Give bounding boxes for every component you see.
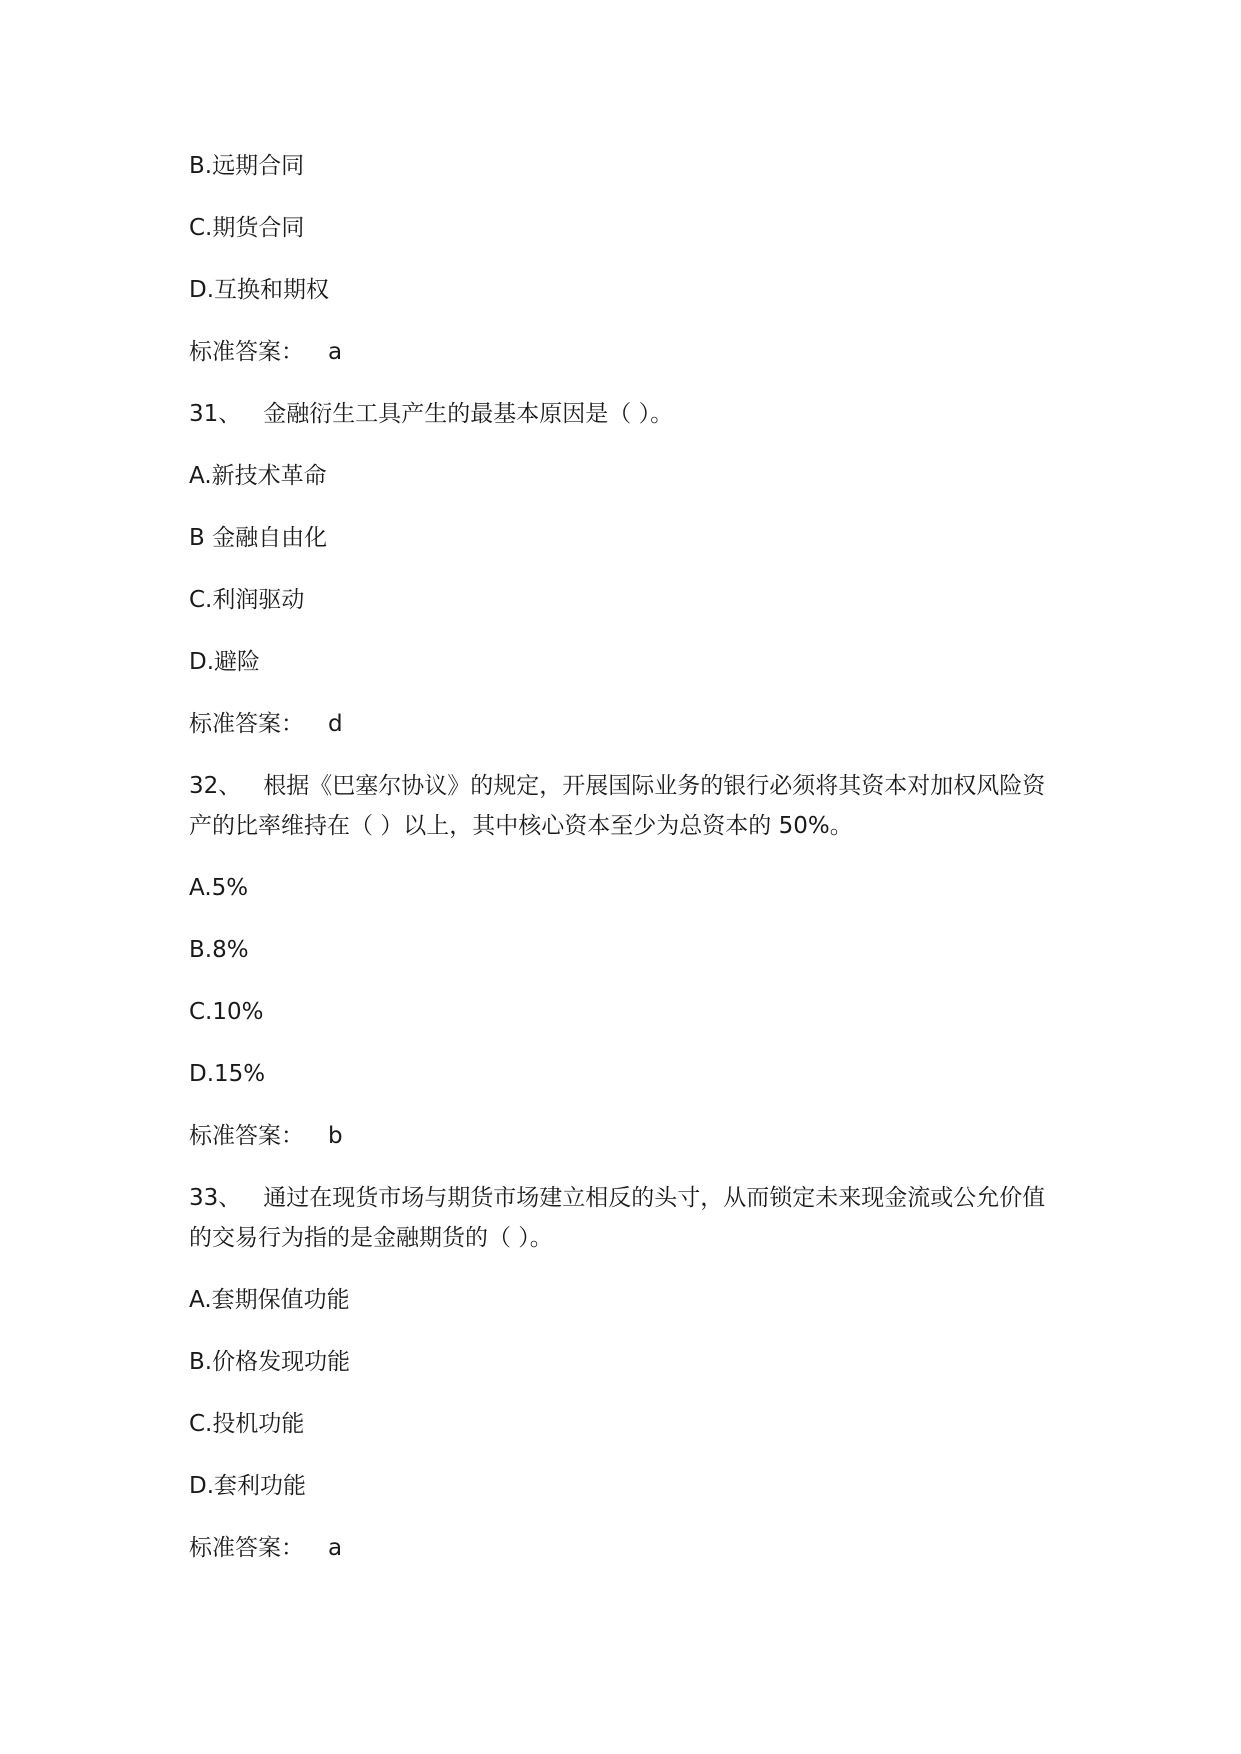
option-b: B.8% xyxy=(189,937,249,963)
question-33 xyxy=(189,1178,1059,1258)
option-d: D.避险 xyxy=(189,649,261,675)
question-31 xyxy=(189,394,1059,434)
option-a: A.新技术革命 xyxy=(189,463,327,489)
option-d: D.套利功能 xyxy=(189,1473,307,1499)
question-text: 通过在现货市场与期货市场建立相反的头寸，从而锁定未来现金流或公允价值的交易行为指的是金融期货的（ ）。 xyxy=(189,1185,1046,1251)
option-b: B 金融自由化 xyxy=(189,525,328,551)
question-number: 32、 xyxy=(189,773,242,799)
answer-value: a xyxy=(328,339,343,365)
option-b: B.价格发现功能 xyxy=(189,1349,351,1375)
option-c: C.10% xyxy=(189,999,264,1025)
option-a: A.套期保值功能 xyxy=(189,1287,350,1313)
question-number: 33、 xyxy=(189,1185,242,1211)
option-c: C.利润驱动 xyxy=(189,587,305,613)
question-text: 金融衍生工具产生的最基本原因是（ ）。 xyxy=(263,401,674,427)
answer-label: 标准答案： xyxy=(189,1123,304,1149)
answer-value: d xyxy=(328,711,343,737)
option-d: D.15% xyxy=(189,1061,266,1087)
option-c: C.期货合同 xyxy=(189,215,305,241)
question-text: 根据《巴塞尔协议》的规定，开展国际业务的银行必须将其资本对加权风险资产的比率维持在（ ）以上，其中核心资本至少为总资本的 50%。 xyxy=(189,773,1046,839)
option-c: C.投机功能 xyxy=(189,1411,305,1437)
standard-answer xyxy=(189,704,1069,744)
answer-value: b xyxy=(328,1123,343,1149)
option-b: B.远期合同 xyxy=(189,153,305,179)
document-content xyxy=(189,146,1069,1590)
question-32 xyxy=(189,766,1059,846)
question-number: 31、 xyxy=(189,401,242,427)
standard-answer xyxy=(189,1116,1069,1156)
answer-label: 标准答案： xyxy=(189,1535,304,1561)
answer-value: a xyxy=(328,1535,343,1561)
standard-answer xyxy=(189,332,1069,372)
option-d: D.互换和期权 xyxy=(189,277,330,303)
standard-answer xyxy=(189,1528,1069,1568)
answer-label: 标准答案： xyxy=(189,711,304,737)
option-a: A.5% xyxy=(189,875,249,901)
answer-label: 标准答案： xyxy=(189,339,304,365)
